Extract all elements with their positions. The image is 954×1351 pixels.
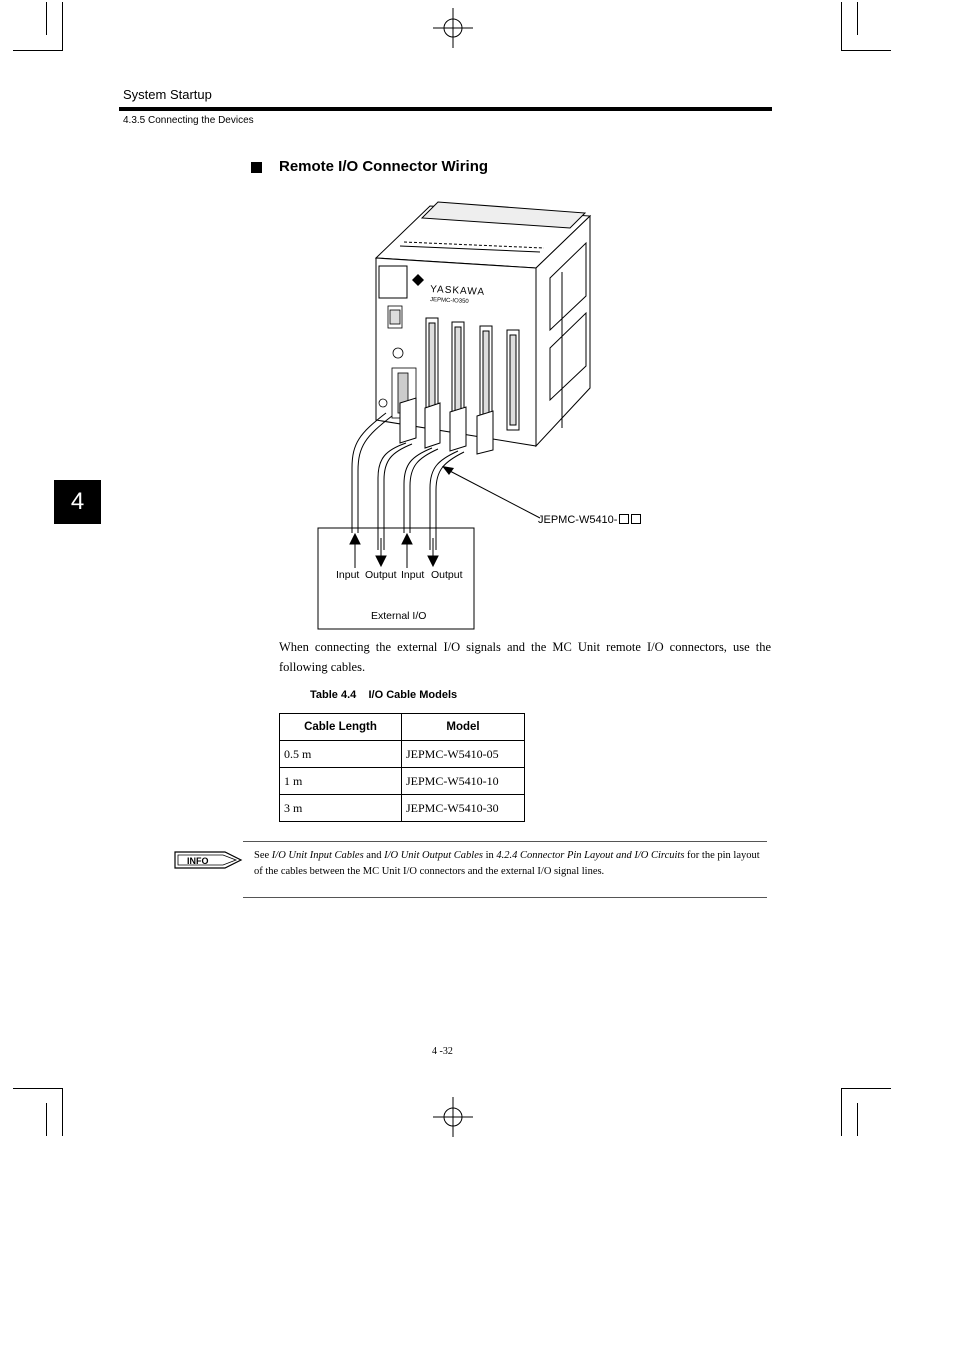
page-number: 4 -32: [432, 1046, 453, 1057]
io-label-output: Output: [431, 569, 463, 581]
model-text: JEPMC-IO350: [429, 297, 469, 306]
crop-mark: [857, 1103, 858, 1136]
table-cell: JEPMC-W5410-10: [402, 768, 525, 795]
table-caption: Table 4.4 I/O Cable Models: [310, 689, 458, 701]
table-cell: 1 m: [280, 768, 402, 795]
table-header-cell: Cable Length: [280, 714, 402, 741]
table-row: [280, 741, 525, 768]
crop-mark: [46, 1103, 47, 1136]
info-rule: [243, 897, 767, 898]
io-label-input: Input: [401, 569, 425, 581]
registration-mark: [433, 1097, 473, 1137]
section-title: Remote I/O Connector Wiring: [279, 158, 489, 175]
crop-mark: [841, 50, 891, 51]
placeholder-box-icon: [619, 514, 629, 524]
table-header-cell: Model: [402, 714, 525, 741]
info-ref: 4.2.4 Connector Pin Layout and I/O Circuits: [496, 850, 685, 861]
info-badge-text: INFO: [187, 856, 209, 866]
table-header-row: [280, 714, 525, 741]
crop-mark: [841, 2, 842, 50]
placeholder-box-icon: [631, 514, 641, 524]
header-subsection: 4.3.5 Connecting the Devices: [123, 115, 254, 126]
header-title: System Startup: [123, 87, 212, 102]
info-icon: [173, 848, 243, 872]
info-ref: I/O Unit Output Cables: [384, 850, 483, 861]
chapter-tab: 4: [54, 480, 101, 524]
crop-mark: [857, 2, 858, 35]
table-row: [280, 768, 525, 795]
crop-mark: [13, 50, 63, 51]
info-ref: I/O Unit Input Cables: [271, 850, 364, 861]
crop-mark: [841, 1088, 891, 1089]
registration-mark: [433, 8, 473, 48]
crop-mark: [46, 2, 47, 35]
crop-mark: [13, 1088, 63, 1089]
table-row: [280, 795, 525, 822]
io-label-output: Output: [365, 569, 397, 581]
table-cell: JEPMC-W5410-05: [402, 741, 525, 768]
body-paragraph: When connecting the external I/O signals and the MC Unit remote I/O connectors, use the following cables.: [279, 640, 771, 674]
section-bullet-icon: [251, 162, 262, 173]
info-rule: [243, 841, 767, 842]
cable-models-table: [279, 713, 525, 822]
info-text: See I/O Unit Input Cables and I/O Unit Output Cables in 4.2.4 Connector Pin Layout and I/O Circuits for the pin layout of the cables between the MC Unit I/O connectors and the external I/O signal lines.: [254, 850, 760, 877]
table-cell: 3 m: [280, 795, 402, 822]
io-label-input: Input: [336, 569, 360, 581]
crop-mark: [841, 1088, 842, 1136]
table-cell: 0.5 m: [280, 741, 402, 768]
external-io-label: External I/O: [371, 610, 427, 622]
cable-model-label: JEPMC-W5410-: [538, 514, 641, 526]
crop-mark: [62, 1088, 63, 1136]
brand-text: YASKAWA: [429, 284, 486, 298]
crop-mark: [62, 2, 63, 50]
table-cell: JEPMC-W5410-30: [402, 795, 525, 822]
header-rule: [119, 107, 772, 111]
